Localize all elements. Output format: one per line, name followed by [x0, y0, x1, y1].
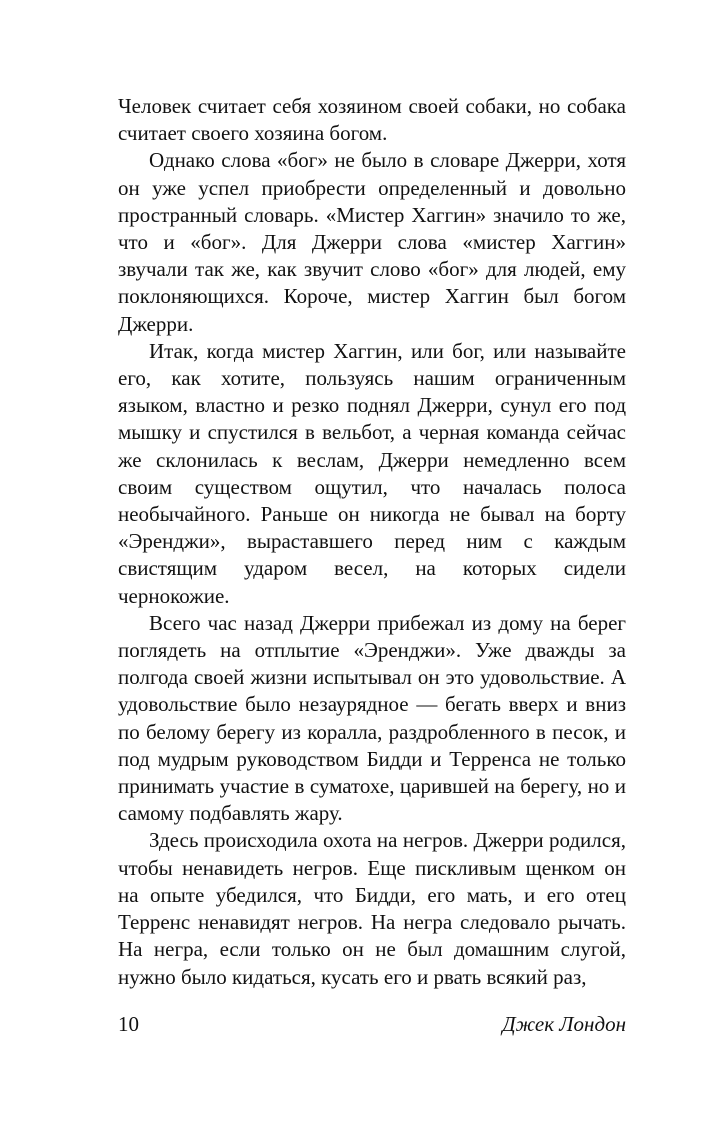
paragraph-5: Здесь происходила охота на негров. Джерри родился, чтобы ненавидеть негров. Еще пискливым щенком он на опыте убедился, что Бидди, его мать, и его отец Терренс ненавидят негров. На негра следовало рычать. На негра, если только он не был домашним слугой, нужно было кидаться, кусать его и рвать всякий раз,	[118, 828, 626, 989]
running-head-author: Джек Лондон	[502, 1012, 626, 1036]
paragraph-3: Итак, когда мистер Хаггин, или бог, или называйте его, как хотите, пользуясь нашим ограниченным языком, властно и резко поднял Джерри, сунул его под мышку и спустился в вельбот, а черная команда сейчас же склонилась к веслам, Джерри немедленно всем своим существом ощутил, что началась полоса необычайного. Раньше он никогда не бывал на борту «Эренджи», выраставшего перед ним с каждым свистящим ударом весел, на которых сидели чернокожие.	[118, 338, 626, 608]
page-number: 10	[118, 1012, 139, 1036]
page-body	[118, 93, 626, 991]
paragraph-2: Однако слова «бог» не было в словаре Джерри, хотя он уже успел приобрести определенный и довольно пространный словарь. «Мистер Хаггин» значило то же, что и «бог». Для Джерри слова «мистер Хаггин» звучали так же, как звучит слово «бог» для людей, ему поклоняющихся. Короче, мистер Хаггин был богом Джерри.	[118, 148, 626, 336]
paragraph-1: Человек считает себя хозяином своей собаки, но собака считает своего хозяина богом.	[118, 94, 626, 146]
paragraph-4: Всего час назад Джерри прибежал из дому на берег поглядеть на отплытие «Эренджи». Уже дважды за полгода своей жизни испытывал он это удовольствие. А удовольствие было незаурядное — бегать вверх и вниз по белому берегу из коралла, раздробленного в песок, и под мудрым руководством Бидди и Терренса не только принимать участие в суматохе, царившей на берегу, но и самому подбавлять жару.	[118, 610, 626, 826]
